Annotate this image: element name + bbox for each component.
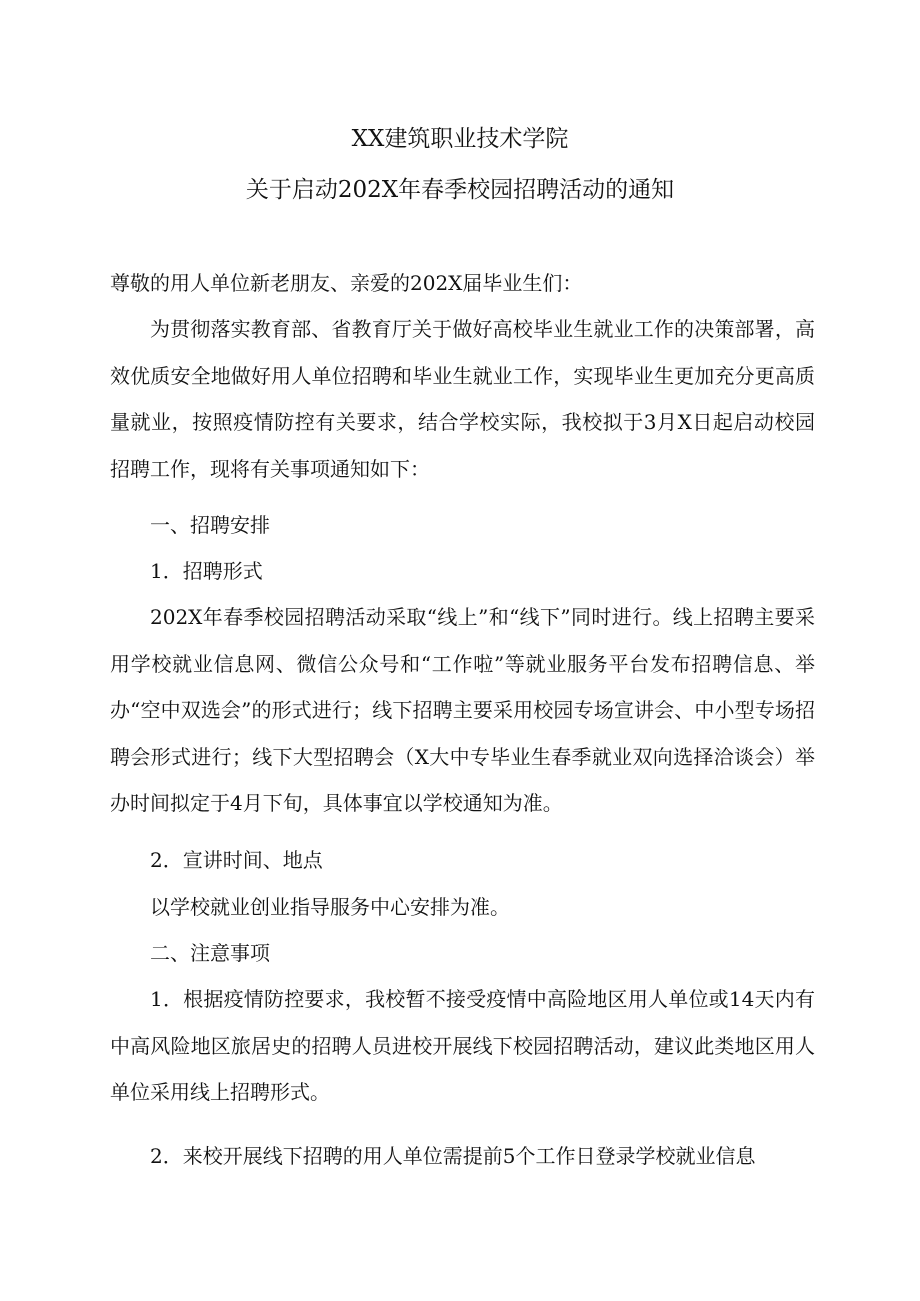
note-paragraph-1: 1．根据疫情防控要求，我校暂不接受疫情中高险地区用人单位或14天内有中高风险地区旅居史的招聘人员进校开展线下校园招聘活动，建议此类地区用人单位采用线上招聘形式。 [110, 987, 815, 1104]
document-title-notice: 关于启动202X年春季校园招聘活动的通知 [245, 177, 675, 203]
greeting-line: 尊敬的用人单位新老朋友、亲爱的202X届毕业生们： [110, 271, 583, 295]
section-heading-notes: 二、注意事项 [150, 941, 270, 965]
item-heading-time-location: 2．宣讲时间、地点 [150, 848, 323, 872]
time-location-paragraph: 以学校就业创业指导服务中心安排为准。 [150, 895, 510, 919]
document-title-school: XX建筑职业技术学院 [351, 126, 569, 152]
recruitment-format-paragraph: 202X年春季校园招聘活动采取“线上”和“线下”同时进行。线上招聘主要采用学校就业信息网、微信公众号和“工作啦”等就业服务平台发布招聘信息、举办“空中双选会”的形式进行；线下招聘主要采用校园专场宣讲会、中小型专场招聘会形式进行；线下大型招聘会（X大中专毕业生春季就业双向选择洽谈会）举办时间拟定于4月下旬，具体事宜以学校通知为准。 [110, 605, 815, 815]
note-paragraph-2: 2．来校开展线下招聘的用人单位需提前5个工作日登录学校就业信息 [150, 1144, 756, 1168]
section-heading-arrangement: 一、招聘安排 [150, 513, 270, 537]
item-heading-recruitment-format: 1．招聘形式 [150, 559, 263, 583]
intro-paragraph: 为贯彻落实教育部、省教育厅关于做好高校毕业生就业工作的决策部署，高效优质安全地做好用人单位招聘和毕业生就业工作，实现毕业生更加充分更高质量就业，按照疫情防控有关要求，结合学校实际，我校拟于3月X日起启动校园招聘工作，现将有关事项通知如下： [110, 317, 815, 481]
